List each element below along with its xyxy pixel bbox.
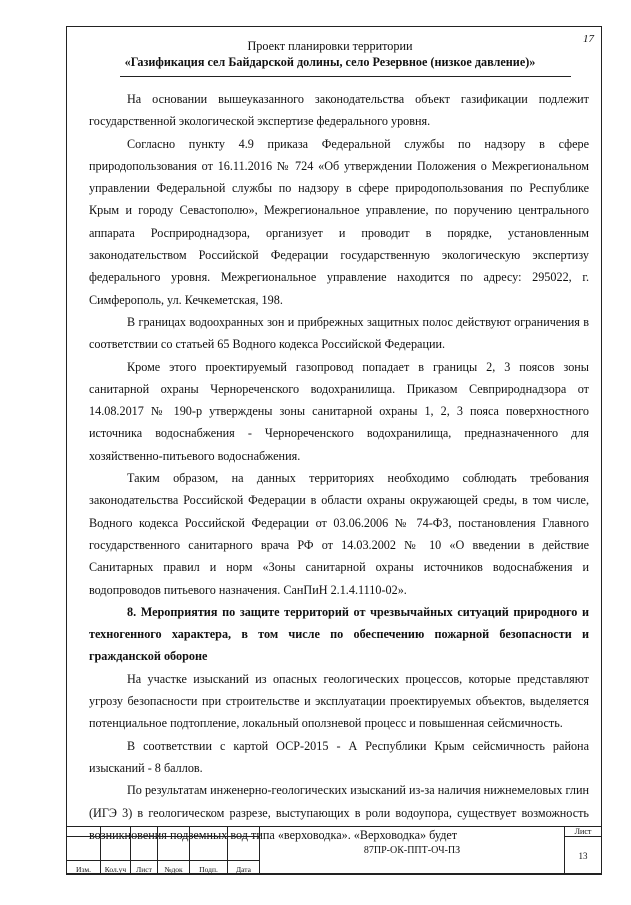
document-code: 87ПР-ОК-ППТ-ОЧ-ПЗ — [260, 827, 565, 875]
paragraph: В границах водоохранных зон и прибрежных защитных полос действуют ограничения в соответствии со статьей 65 Водного кодекса Российской Федерации. — [89, 314, 589, 352]
paragraph: Таким образом, на данных территориях необходимо соблюдать требования законодательства Российской Федерации в области охраны окружающей среды, в том числе, Водного кодекса Российской Федерации от 03.06.2006 № 74-ФЗ, постановления Главного государственного санитарного врача РФ от 14.03.2002 № 10 «О введении в действие Санитарных правил и норм «Зоны санитарной охраны источников водоснабжения и водопроводов питьевого назначения. СанПиН 2.1.4.1110-02». — [89, 471, 589, 597]
body-text — [89, 88, 589, 846]
sheet-number: 13 — [565, 837, 602, 875]
page-number: 17 — [583, 33, 594, 45]
paragraph: По результатам инженерно-геологических изысканий из-за наличия нижнемеловых глин (ИГЭ 3) в геологическом разрезе, выступающих в роли водоупора, существует возможность возникновения подземных вод типа «верховодка». «Верховодка» будет — [89, 783, 589, 842]
column-label: Лист — [131, 861, 158, 875]
title-block — [66, 826, 602, 874]
document-header — [80, 38, 580, 70]
sheet-label: Лист — [565, 827, 602, 837]
section-heading: 8. Мероприятия по защите территорий от чрезвычайных ситуаций природного и техногенного характера, в том числе по обеспечению пожарной безопасности и гражданской обороне — [89, 604, 589, 664]
paragraph: В соответствии с картой ОСР-2015 - А Республики Крым сейсмичность района изысканий - 8 баллов. — [89, 738, 589, 775]
column-label: Дата — [228, 861, 260, 875]
column-label: Подп. — [190, 861, 228, 875]
paragraph: Кроме этого проектируемый газопровод попадает в границы 2, 3 поясов зоны санитарной охраны Чернореченского водохранилища. Приказом Севприроднадзора от 14.08.2017 № 190-р утверждены зоны санитарной охраны 1, 2, 3 пояса поверхностного источника водоснабжения - Чернореченского водохранилища, предназначенного для хозяйственно-питьевого водоснабжения. — [89, 359, 589, 463]
paragraph: На участке изысканий из опасных геологических процессов, которые представляют угрозу безопасности при строительстве и эксплуатации проектируемых объектов, выделяется потенциальное подтопление, локальный оползневой процесс и повышенная сейсмичность. — [89, 671, 589, 731]
header-rule — [120, 76, 571, 77]
paragraph: Согласно пункту 4.9 приказа Федеральной службы по надзору в сфере природопользования от 16.11.2016 № 724 «Об утверждении Положения о Межрегиональном управлении Федеральной службы по надзору в сфере природопользования по Республике Крым и городу Севастополю», Межрегиональное управление, по поручению центрального аппарата Росприроднадзора, организует и проводит в порядке, установленным законодательством Российской Федерации государственную экологическую экспертизу федерального уровня. Межрегиональное управление находится по адресу: 295022, г. Симферополь, ул. Кечкеметская, 198. — [89, 136, 589, 307]
column-label: Изм. — [67, 861, 101, 875]
column-label: Кол.уч — [101, 861, 131, 875]
project-title: «Газификация сел Байдарской долины, село Резервное (низкое давление)» — [124, 55, 536, 69]
paragraph: На основании вышеуказанного законодательства объект газификации подлежит государственной экологической экспертизе федерального уровня. — [89, 92, 589, 129]
header-title: Проект планировки территории — [247, 39, 413, 53]
column-label: №док — [158, 861, 190, 875]
